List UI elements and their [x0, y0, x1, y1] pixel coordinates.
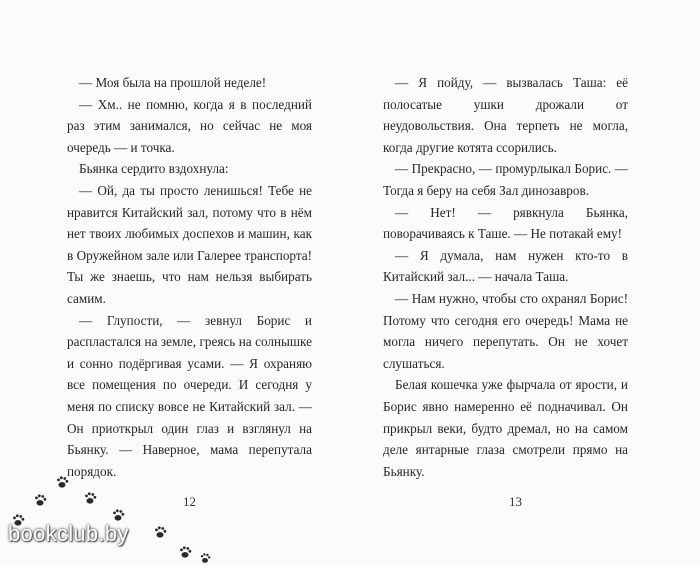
paw-print-icon: [201, 553, 211, 563]
right-page-text: [383, 72, 628, 482]
paw-print-icon: [35, 494, 46, 505]
site-watermark: bookclub.by: [8, 521, 129, 546]
right-paragraph: — Нам нужно, чтобы сто охранял Борис! Потому что сегодня его очередь! Мама не могла ничего перепутать. Он не хочет слушаться.: [383, 290, 628, 371]
left-paragraph: — Моя была на прошлой неделе!: [79, 75, 267, 90]
paw-print-icon: [180, 546, 191, 557]
right-paragraph: Белая кошечка уже фырчала от ярости, и Борис явно намеренно её подначивал. Он прикрыл веки, будто дремал, но на самом деле янтарные глаза смотрели прямо на Бьянку.: [383, 377, 628, 479]
paw-print-icon: [57, 476, 68, 487]
left-paragraph: — Глупости, — зевнул Борис и распластался на земле, греясь на солнышке и сонно подёргивая усами. — Я охраняю все помещения по очереди. И сегодня у меня по списку вовсе не Китайский зал. — Он приоткрыл один глаз и взглянул на Бьянку. — Наверное, мама перепутала порядок.: [67, 312, 312, 479]
right-page-number: 13: [509, 494, 522, 509]
paw-print-icon: [85, 492, 96, 503]
right-paragraph: — Я пойду, — вызвалась Таша: её полосатые ушки дрожали от неудовольствия. Она терпеть не могла, когда другие котята ссорились.: [383, 75, 628, 155]
right-paragraph: — Прекрасно, — промурлыкал Борис. — Тогда я беру на себя Зал динозавров.: [383, 161, 628, 198]
paw-print-icon: [155, 526, 166, 537]
left-page-text: [67, 72, 312, 482]
paw-print-icon: [113, 509, 124, 520]
left-paragraph: — Ой, да ты просто ленишься! Тебе не нравится Китайский зал, потому что в нём нет твоих любимых доспехов и машин, как в Оружейном зале или Галерее транспорта! Ты же знаешь, что нам нельзя выбирать самим.: [67, 182, 312, 306]
left-page-number: 12: [183, 494, 196, 509]
paw-prints-decoration: [0, 470, 240, 565]
right-paragraph: — Нет! — рявкнула Бьянка, поворачиваясь к Таше. — Не потакай ему!: [383, 204, 628, 242]
right-page: [350, 0, 700, 565]
left-paragraph: Бьянка сердито вздохнула:: [79, 161, 229, 177]
right-paragraph: — Я думала, нам нужен кто-то в Китайский зал... — начала Таша.: [383, 247, 628, 285]
left-paragraph: — Хм.. не помню, когда я в последний раз этим занимался, но сейчас не моя очередь — и точка.: [67, 96, 312, 155]
